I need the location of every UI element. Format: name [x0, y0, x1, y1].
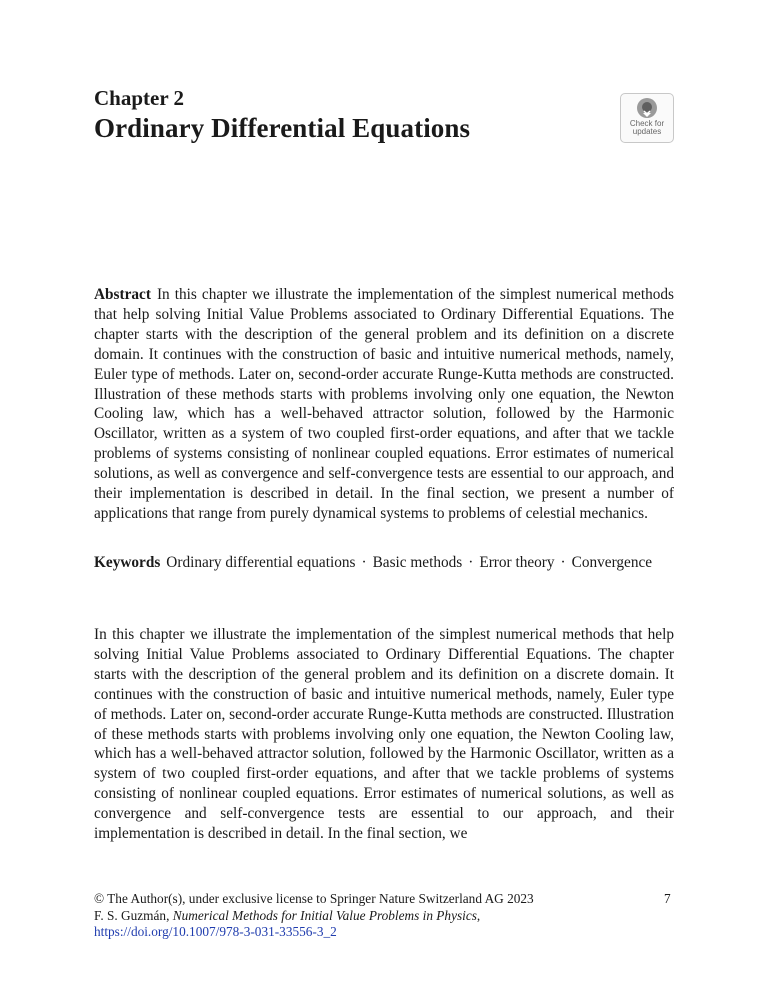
book-title-suffix: ,	[476, 907, 481, 923]
abstract	[94, 285, 674, 524]
body-paragraph: In this chapter we illustrate the implementation of the simplest numerical methods that help solving Initial Value Problems associated to Ordinary Differential Equations. The chapter starts with the description of the general problem and its definition on a discrete domain. It continues with the construction of basic and intuitive numerical methods, namely, Euler type of methods. Later on, second-order accurate Runge-Kutta methods are constructed. Illustration of these methods starts with problems involving only one equation, the Newton Cooling law, which has a well-behaved attractor solution, followed by the Harmonic Oscillator, written as a system of two coupled first-order equations, and after that we tackle problems of systems consisting of nonlinear coupled equations. Error estimates of numerical solutions, as well as convergence and self-convergence tests are essential to our approach, and their implementation is described in detail. In the final section, we	[94, 626, 674, 843]
keyword-separator: ·	[468, 554, 474, 571]
footer	[94, 891, 674, 941]
chapter-title: Ordinary Differential Equations	[94, 113, 471, 143]
abstract-label: Abstract	[94, 286, 151, 303]
abstract-text: In this chapter we illustrate the implementation of the simplest numerical methods that help solving Initial Value Problems associated to Ordinary Differential Equations. The chapter starts with the description of the general problem and its definition on a discrete domain. It continues with the construction of basic and intuitive numerical methods, namely, Euler type of methods. Later on, second-order accurate Runge-Kutta methods are constructed. Illustration of these methods starts with problems involving only one equation, the Newton Cooling law, which has a well-behaved attractor solution, followed by the Harmonic Oscillator, written as a system of two coupled first-order equations, and after that we tackle problems of systems consisting of nonlinear coupled equations. Error estimates of numerical solutions, as well as convergence and self-convergence tests are essential to our approach, and their implementation is described in detail. In the final section, we present a number of applications that range from purely dynamical systems to problems of celestial mechanics.	[94, 286, 674, 522]
badge-line1: Check for	[629, 119, 665, 128]
page-number: 7	[664, 891, 671, 906]
keyword-separator: ·	[560, 554, 566, 571]
keyword-item: Convergence	[571, 554, 653, 571]
badge-text	[630, 120, 664, 136]
keyword-item: Error theory	[479, 554, 555, 571]
author: F. S. Guzmán,	[94, 907, 173, 923]
copyright-line: © The Author(s), under exclusive license to Springer Nature Switzerland AG 2023	[94, 891, 534, 906]
keyword-item: Ordinary differential equations	[166, 554, 356, 571]
citation-line	[94, 908, 674, 925]
keyword-separator: ·	[361, 554, 367, 571]
check-for-updates-icon	[636, 97, 658, 119]
badge-line2: updates	[632, 127, 662, 136]
book-title: Numerical Methods for Initial Value Problems in Physics	[172, 907, 477, 923]
keyword-item: Basic methods	[372, 554, 463, 571]
doi-link[interactable]: https://doi.org/10.1007/978-3-031-33556-3_2	[94, 924, 337, 939]
chapter-label: Chapter 2	[94, 86, 185, 110]
check-for-updates-badge[interactable]	[620, 93, 674, 143]
keywords	[94, 553, 674, 573]
keywords-label: Keywords	[94, 554, 161, 571]
